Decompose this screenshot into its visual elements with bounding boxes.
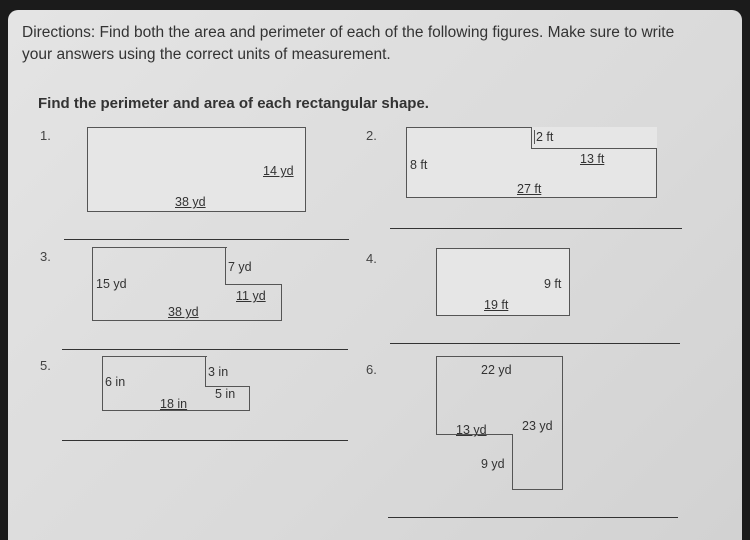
- problem-5-number: 5.: [40, 358, 51, 373]
- problem-6-top-edge: [436, 356, 563, 357]
- problem-6-right-label: 23 yd: [522, 419, 553, 433]
- problem-3-step-top: [225, 284, 282, 285]
- problem-4-height-label: 9 ft: [544, 277, 562, 291]
- section-heading: Find the perimeter and area of each rectangular shape.: [38, 95, 429, 112]
- problem-5-right-edge: [249, 386, 250, 410]
- directions-line-2: your answers using the correct units of measurement.: [22, 46, 391, 63]
- problem-5-answer-line[interactable]: [62, 440, 348, 441]
- problem-2-right-edge: [656, 148, 657, 197]
- problem-5-step-label: 3 in: [208, 365, 229, 379]
- problem-6-inner-vertical-label: 9 yd: [481, 457, 505, 471]
- problem-6-number: 6.: [366, 362, 377, 377]
- problem-4-number: 4.: [366, 251, 377, 266]
- problem-6-answer-line[interactable]: [388, 517, 678, 518]
- problem-6-top-label: 22 yd: [481, 363, 512, 377]
- problem-6-left-edge: [436, 356, 437, 435]
- problem-1-number: 1.: [40, 128, 51, 143]
- problem-6-inner-vertical: [512, 434, 513, 490]
- problem-2-step-edge: [531, 127, 532, 149]
- problem-5-left-label: 6 in: [105, 375, 126, 389]
- directions-line-1: Directions: Find both the area and perimeter of each of the following figures. Make sure to write: [22, 24, 675, 41]
- problem-1-answer-line[interactable]: [64, 239, 349, 240]
- problem-2-number: 2.: [366, 128, 377, 143]
- problem-2-left-label: 8 ft: [410, 158, 428, 172]
- problem-3-left-label: 15 yd: [96, 277, 127, 291]
- problem-4-answer-line[interactable]: [390, 343, 680, 344]
- problem-6-inner-horizontal-label: 13 yd: [456, 423, 487, 437]
- problem-3-bottom-edge: [92, 320, 282, 321]
- problem-3-step-label: 7 yd: [228, 260, 252, 274]
- problem-3-number: 3.: [40, 249, 51, 264]
- problem-2-step-label: 2 ft: [536, 130, 554, 144]
- problem-2-right-label: 13 ft: [580, 152, 605, 166]
- problem-2-answer-line[interactable]: [390, 228, 682, 229]
- problem-2-top-edge: [406, 127, 532, 128]
- problem-5-bottom-label: 18 in: [160, 397, 188, 411]
- problem-5-step-edge: [205, 356, 206, 387]
- directions-text: [22, 22, 674, 66]
- problem-3-step-edge: [225, 247, 226, 285]
- problem-3-right-label: 11 yd: [236, 289, 266, 303]
- problem-5-right-label: 5 in: [215, 387, 236, 401]
- problem-6-right-edge: [562, 356, 563, 490]
- problem-3-right-edge: [281, 284, 282, 321]
- problem-1-width-label: 38 yd: [175, 195, 206, 209]
- problem-2-step-top: [531, 148, 657, 149]
- problem-2-bottom-label: 27 ft: [517, 182, 542, 196]
- problem-4-width-label: 19 ft: [484, 298, 509, 312]
- problem-3-answer-line[interactable]: [62, 349, 348, 350]
- problem-6-bottom-edge: [512, 489, 563, 490]
- problem-3-bottom-label: 38 yd: [168, 305, 199, 319]
- problem-1-height-label: 14 yd: [263, 164, 294, 178]
